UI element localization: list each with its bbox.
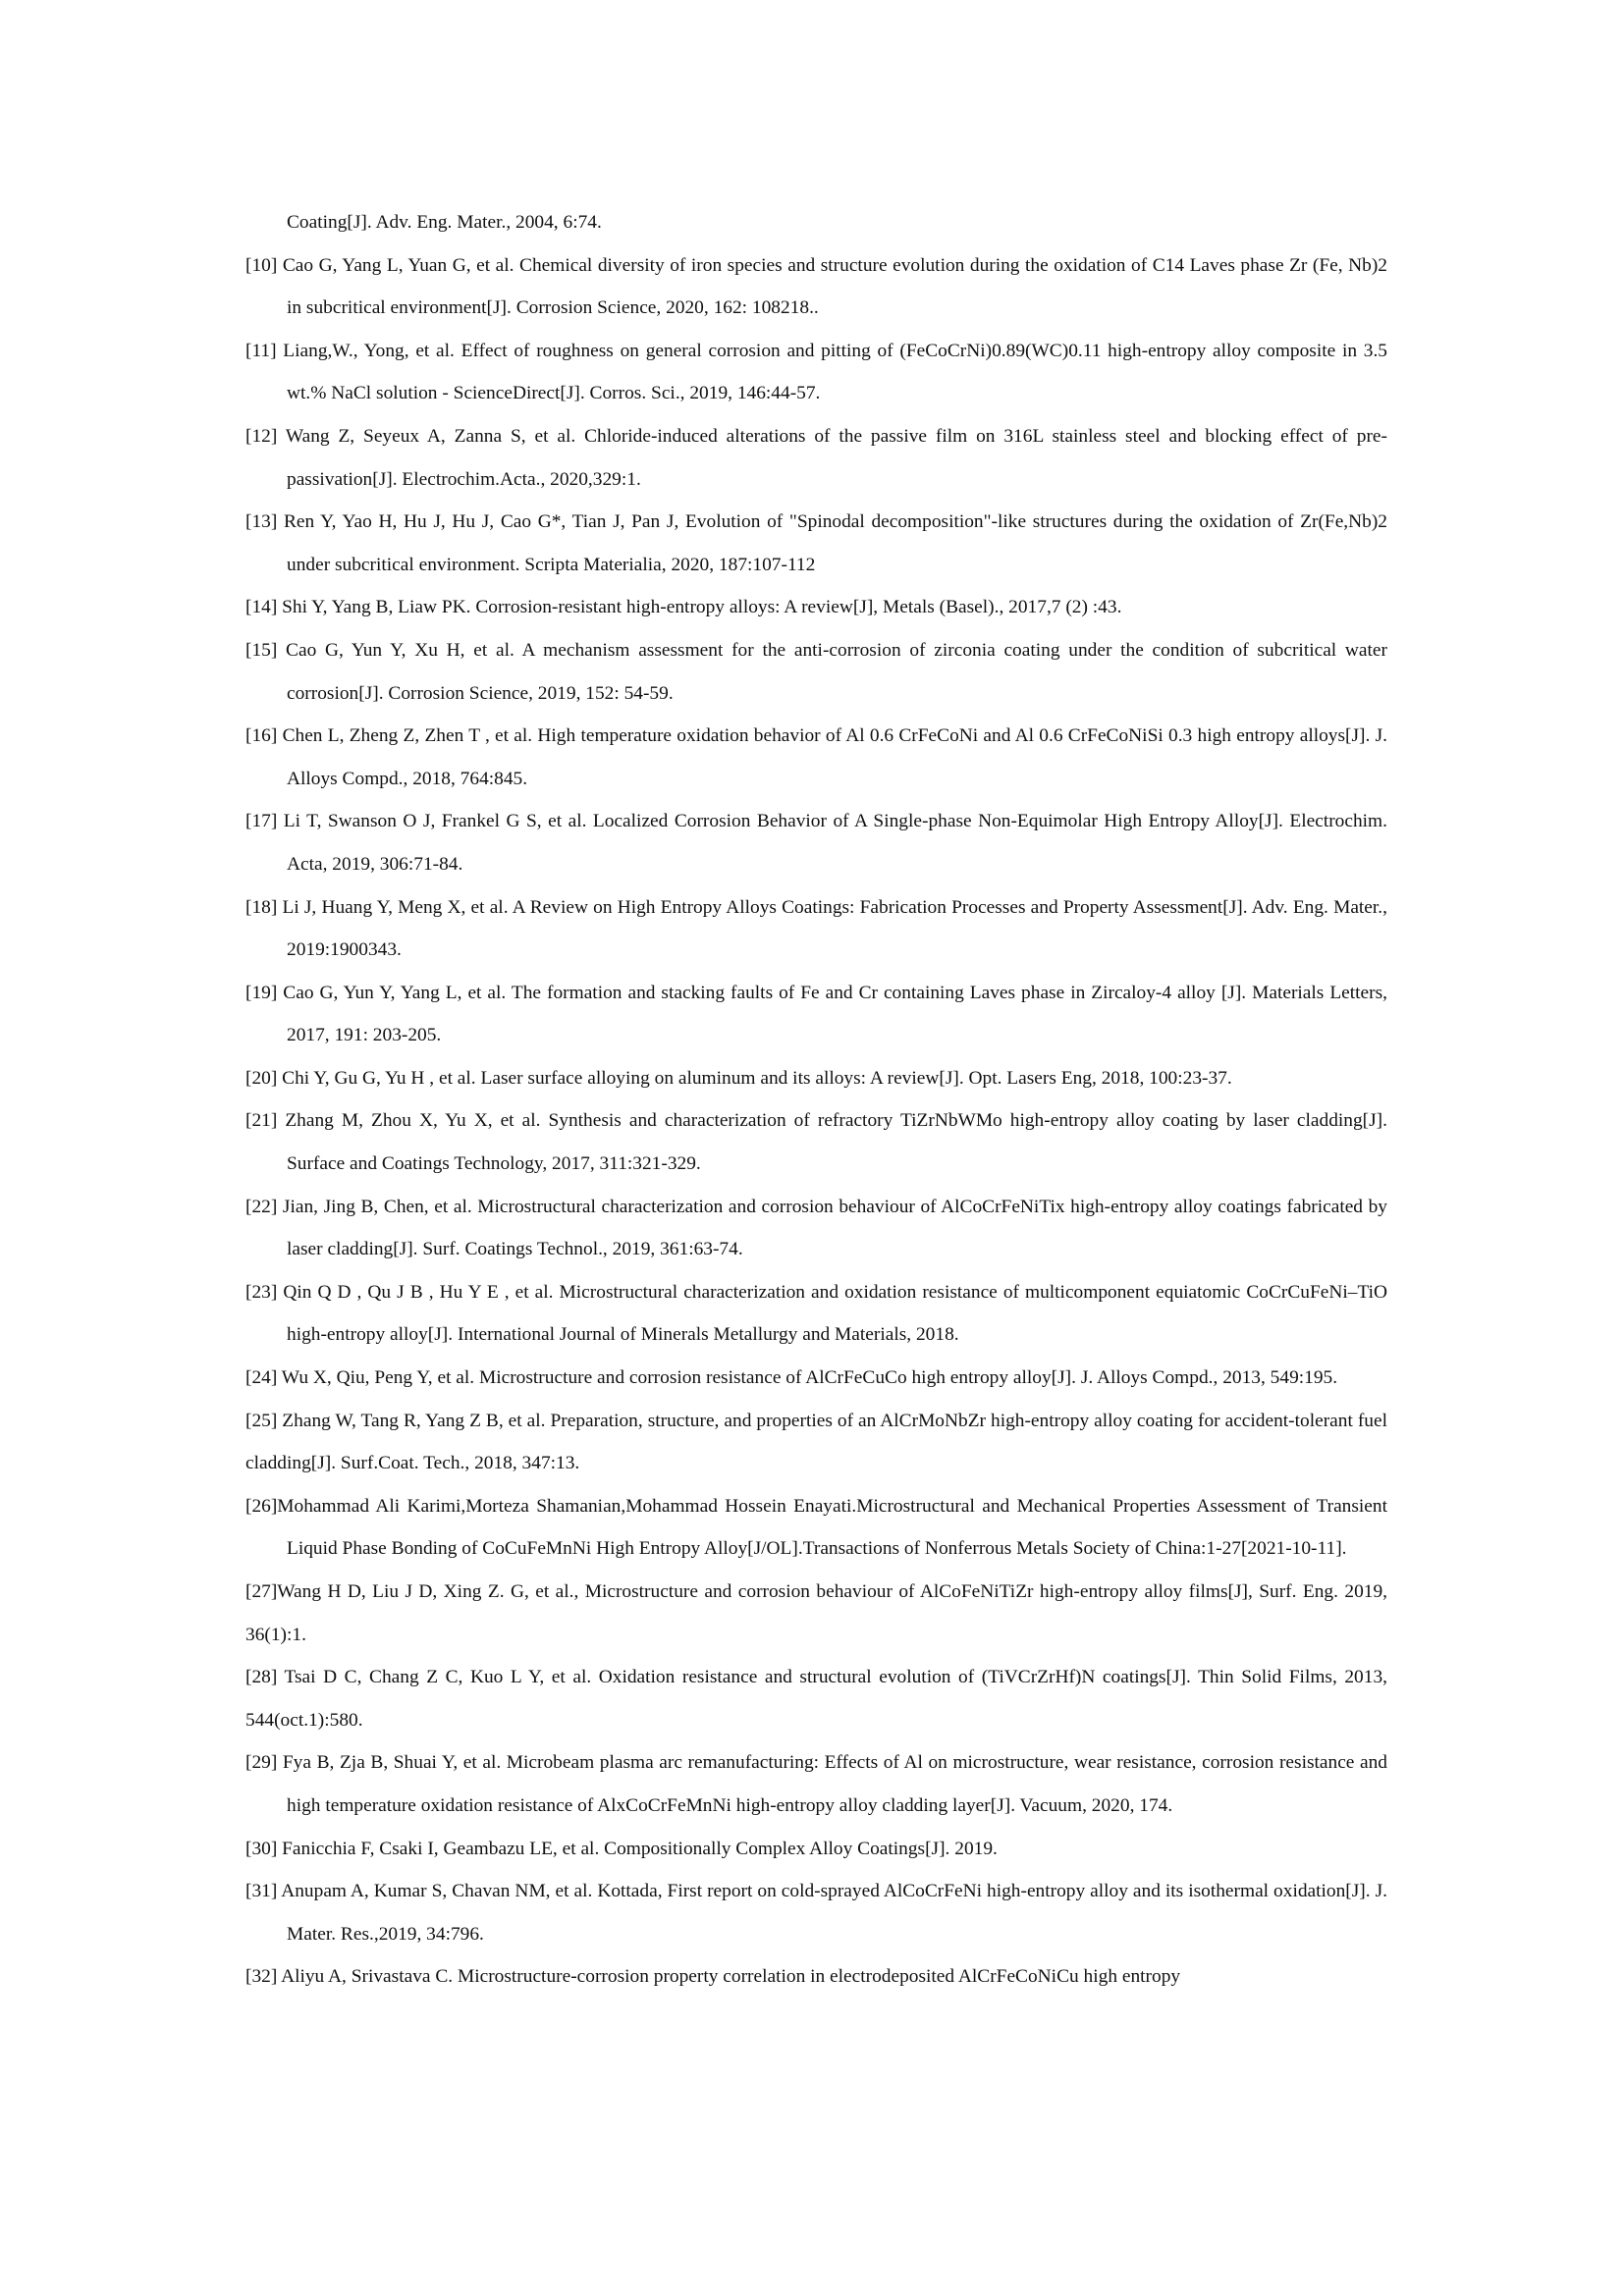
reference-item-29: [29] Fya B, Zja B, Shuai Y, et al. Microbeam plasma arc remanufacturing: Effects of Al on microstructure, wear resistance, corrosion resistance and high temperature oxidation resistance of AlxCoCrFeMnNi high-entropy alloy cladding layer[J]. Vacuum, 2020, 174. (245, 1752, 1387, 1816)
reference-item-19: [19] Cao G, Yun Y, Yang L, et al. The formation and stacking faults of Fe and Cr containing Laves phase in Zircaloy-4 alloy [J]. Materials Letters, 2017, 191: 203-205. (245, 982, 1387, 1046)
reference-item-18: [18] Li J, Huang Y, Meng X, et al. A Review on High Entropy Alloys Coatings: Fabrication Processes and Property Assessment[J]. Adv. Eng. Mater., 2019:1900343. (245, 896, 1387, 961)
reference-item-14: [14] Shi Y, Yang B, Liaw PK. Corrosion-resistant high-entropy alloys: A review[J], Metals (Basel)., 2017,7 (2) :43. (245, 597, 1122, 618)
reference-item-21: [21] Zhang M, Zhou X, Yu X, et al. Synthesis and characterization of refractory TiZrNbWMo high-entropy alloy coating by laser cladding[J]. Surface and Coatings Technology, 2017, 311:321-329. (245, 1110, 1387, 1175)
reference-item-15: [15] Cao G, Yun Y, Xu H, et al. A mechanism assessment for the anti-corrosion of zirconia coating under the condition of subcritical water corrosion[J]. Corrosion Science, 2019, 152: 54-59. (245, 639, 1387, 704)
reference-item-24: [24] Wu X, Qiu, Peng Y, et al. Microstructure and corrosion resistance of AlCrFeCuCo high entropy alloy[J]. J. Alloys Compd., 2013, 549:195. (245, 1367, 1338, 1389)
reference-item-13: [13] Ren Y, Yao H, Hu J, Hu J, Cao G*, Tian J, Pan J, Evolution of "Spinodal decomposition"-like structures during the oxidation of Zr(Fe,Nb)2 under subcritical environment. Scripta Materialia, 2020, 187:107-112 (245, 511, 1387, 575)
reference-item-26: [26]Mohammad Ali Karimi,Morteza Shamanian,Mohammad Hossein Enayati.Microstructural and Mechanical Properties Assessment of Transient Liquid Phase Bonding of CoCuFeMnNi High Entropy Alloy[J/OL].Transactions of Nonferrous Metals Society of China:1-27[2021-10-11]. (245, 1495, 1387, 1560)
reference-item-12: [12] Wang Z, Seyeux A, Zanna S, et al. Chloride-induced alterations of the passive film on 316L stainless steel and blocking effect of pre-passivation[J]. Electrochim.Acta., 2020,329:1. (245, 425, 1387, 490)
reference-continuation: Coating[J]. Adv. Eng. Mater., 2004, 6:74. (287, 212, 602, 233)
reference-item-23: [23] Qin Q D , Qu J B , Hu Y E , et al. Microstructural characterization and oxidation resistance of multicomponent equiatomic CoCrCuFeNi–TiO high-entropy alloy[J]. International Journal of Minerals Metallurgy and Materials, 2018. (245, 1281, 1387, 1346)
reference-item-25: [25] Zhang W, Tang R, Yang Z B, et al. Preparation, structure, and properties of an AlCrMoNbZr high-entropy alloy coating for accident-tolerant fuel cladding[J]. Surf.Coat. Tech., 2018, 347:13. (245, 1410, 1387, 1474)
reference-item-31: [31] Anupam A, Kumar S, Chavan NM, et al. Kottada, First report on cold-sprayed AlCoCrFeNi high-entropy alloy and its isothermal oxidation[J]. J. Mater. Res.,2019, 34:796. (245, 1881, 1387, 1945)
reference-item-28: [28] Tsai D C, Chang Z C, Kuo L Y, et al. Oxidation resistance and structural evolution of (TiVCrZrHf)N coatings[J]. Thin Solid Films, 2013, 544(oct.1):580. (245, 1667, 1387, 1731)
reference-list (245, 201, 1387, 1999)
reference-item-17: [17] Li T, Swanson O J, Frankel G S, et al. Localized Corrosion Behavior of A Single-phase Non-Equimolar High Entropy Alloy[J]. Electrochim. Acta, 2019, 306:71-84. (245, 811, 1387, 875)
reference-item-22: [22] Jian, Jing B, Chen, et al. Microstructural characterization and corrosion behaviour of AlCoCrFeNiTix high-entropy alloy coatings fabricated by laser cladding[J]. Surf. Coatings Technol., 2019, 361:63-74. (245, 1196, 1387, 1260)
reference-item-16: [16] Chen L, Zheng Z, Zhen T , et al. High temperature oxidation behavior of Al 0.6 CrFeCoNi and Al 0.6 CrFeCoNiSi 0.3 high entropy alloys[J]. J. Alloys Compd., 2018, 764:845. (245, 725, 1387, 789)
reference-item-10: [10] Cao G, Yang L, Yuan G, et al. Chemical diversity of iron species and structure evolution during the oxidation of C14 Laves phase Zr (Fe, Nb)2 in subcritical environment[J]. Corrosion Science, 2020, 162: 108218.. (245, 254, 1387, 319)
reference-item-27: [27]Wang H D, Liu J D, Xing Z. G, et al., Microstructure and corrosion behaviour of AlCoFeNiTiZr high-entropy alloy films[J], Surf. Eng. 2019, 36(1):1. (245, 1581, 1387, 1645)
reference-item-11: [11] Liang,W., Yong, et al. Effect of roughness on general corrosion and pitting of (FeCoCrNi)0.89(WC)0.11 high-entropy alloy composite in 3.5 wt.% NaCl solution - ScienceDirect[J]. Corros. Sci., 2019, 146:44-57. (245, 340, 1387, 404)
reference-item-32: [32] Aliyu A, Srivastava C. Microstructure-corrosion property correlation in electrodeposited AlCrFeCoNiCu high entropy (245, 1966, 1181, 1988)
reference-item-30: [30] Fanicchia F, Csaki I, Geambazu LE, et al. Compositionally Complex Alloy Coatings[J]. 2019. (245, 1838, 998, 1859)
reference-item-20: [20] Chi Y, Gu G, Yu H , et al. Laser surface alloying on aluminum and its alloys: A review[J]. Opt. Lasers Eng, 2018, 100:23-37. (245, 1067, 1232, 1089)
